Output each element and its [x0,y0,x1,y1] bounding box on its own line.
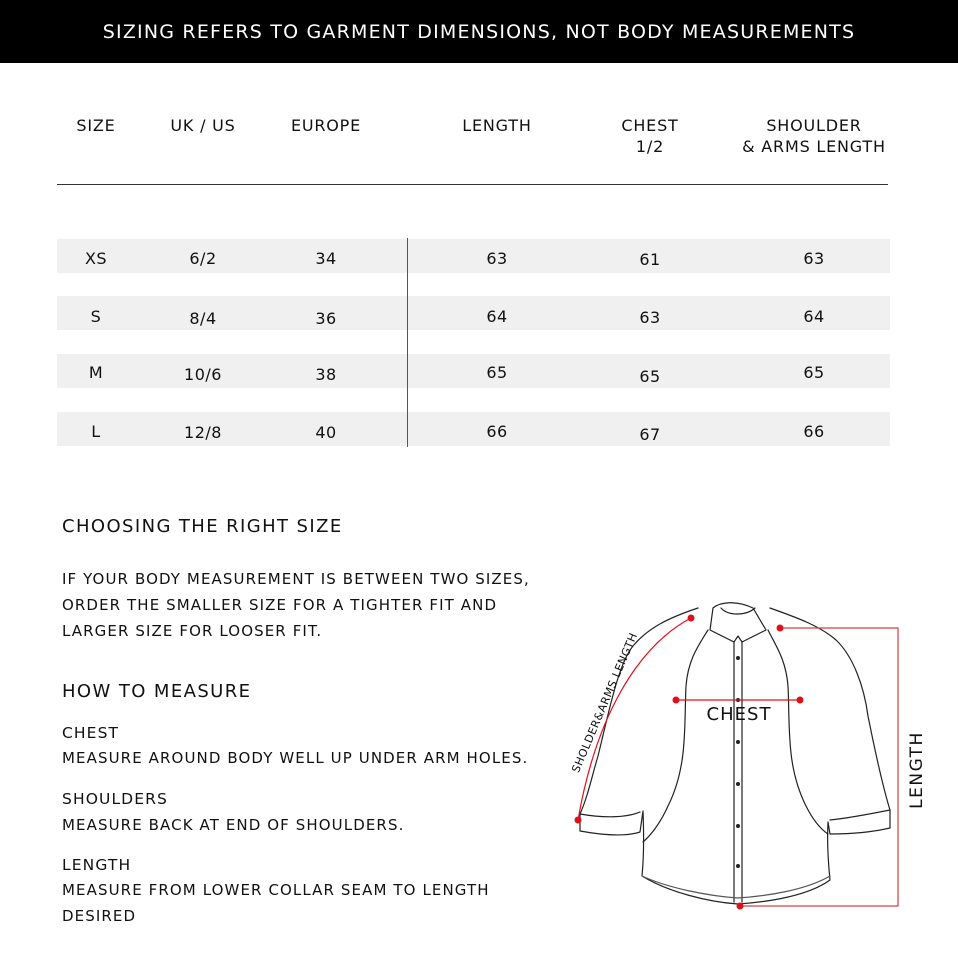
measure-title: HOW TO MEASURE [62,681,252,702]
header-ukus: UK / US [170,116,236,135]
shirt-button [736,740,740,744]
cell-europe: 38 [315,365,337,384]
cell-size: M [88,363,104,382]
shirt-collar [710,603,766,642]
table-divider [407,238,408,447]
cell-europe: 40 [315,423,337,442]
cell-size: L [91,422,101,441]
header-shoulder [734,115,894,157]
choosing-text [62,566,530,644]
shirt-button [736,824,740,828]
chest-text: MEASURE AROUND BODY WELL UP UNDER ARM HOLES. [62,749,529,767]
shirt-left-seam [643,630,708,842]
header-chest-line1: CHEST [621,116,679,135]
header-length: LENGTH [462,116,532,135]
shirt-right-seam [768,630,828,834]
length-text-line: DESIRED [62,907,137,925]
header-shoulder-line2: & ARMS LENGTH [742,137,886,156]
choosing-line: ORDER THE SMALLER SIZE FOR A TIGHTER FIT AND [62,596,498,614]
length-end-dot [737,903,744,910]
choosing-line: IF YOUR BODY MEASUREMENT IS BETWEEN TWO SIZES, [62,570,530,588]
sleeve-start-dot [688,615,695,622]
shirt-button [736,782,740,786]
cell-shoulder: 65 [803,363,825,382]
length-measure-line [740,628,898,906]
cell-shoulder: 64 [803,307,825,326]
length-text [62,877,490,929]
chest-diagram-label: CHEST [706,704,772,725]
cell-size: S [90,307,102,326]
header-chest [600,115,700,157]
header-size: SIZE [76,116,116,135]
banner: SIZING REFERS TO GARMENT DIMENSIONS, NOT BODY MEASUREMENTS [0,0,958,63]
cell-europe: 36 [315,309,337,328]
length-text-line: MEASURE FROM LOWER COLLAR SEAM TO LENGTH [62,881,490,899]
cell-ukus: 6/2 [189,249,217,268]
shirt-button [736,656,740,660]
length-start-dot [777,625,784,632]
length-diagram-label: LENGTH [907,731,927,809]
shoulders-text: MEASURE BACK AT END OF SHOULDERS. [62,816,405,834]
cell-length: 65 [486,363,508,382]
shirt-diagram [548,596,938,916]
header-shoulder-line1: SHOULDER [766,116,862,135]
cell-chest: 67 [639,425,661,444]
chest-left-dot [673,697,680,704]
chest-heading: CHEST [62,724,120,742]
cell-shoulder: 66 [803,422,825,441]
shoulders-heading: SHOULDERS [62,790,168,808]
choosing-line: LARGER SIZE FOR LOOSER FIT. [62,622,323,640]
length-heading: LENGTH [62,856,132,874]
cell-chest: 61 [639,250,661,269]
shirt-left-cuff [580,812,640,817]
cell-length: 66 [486,422,508,441]
sleeve-diagram-label: SHOLDER&ARMS LENGTH [569,630,641,775]
cell-ukus: 8/4 [189,309,217,328]
chest-right-dot [797,697,804,704]
cell-chest: 65 [639,367,661,386]
sleeve-end-dot [575,817,582,824]
cell-shoulder: 63 [803,249,825,268]
header-rule [57,184,888,185]
cell-ukus: 12/8 [184,423,222,442]
shirt-placket [734,642,742,902]
cell-length: 64 [486,307,508,326]
header-chest-line2: 1/2 [635,137,665,156]
shirt-button [736,864,740,868]
shirt-right-cuff [830,810,890,820]
cell-ukus: 10/6 [184,365,222,384]
cell-europe: 34 [315,249,337,268]
header-europe: EUROPE [290,116,362,135]
cell-chest: 63 [639,308,661,327]
cell-size: XS [84,249,108,268]
choosing-title: CHOOSING THE RIGHT SIZE [62,516,343,537]
cell-length: 63 [486,249,508,268]
